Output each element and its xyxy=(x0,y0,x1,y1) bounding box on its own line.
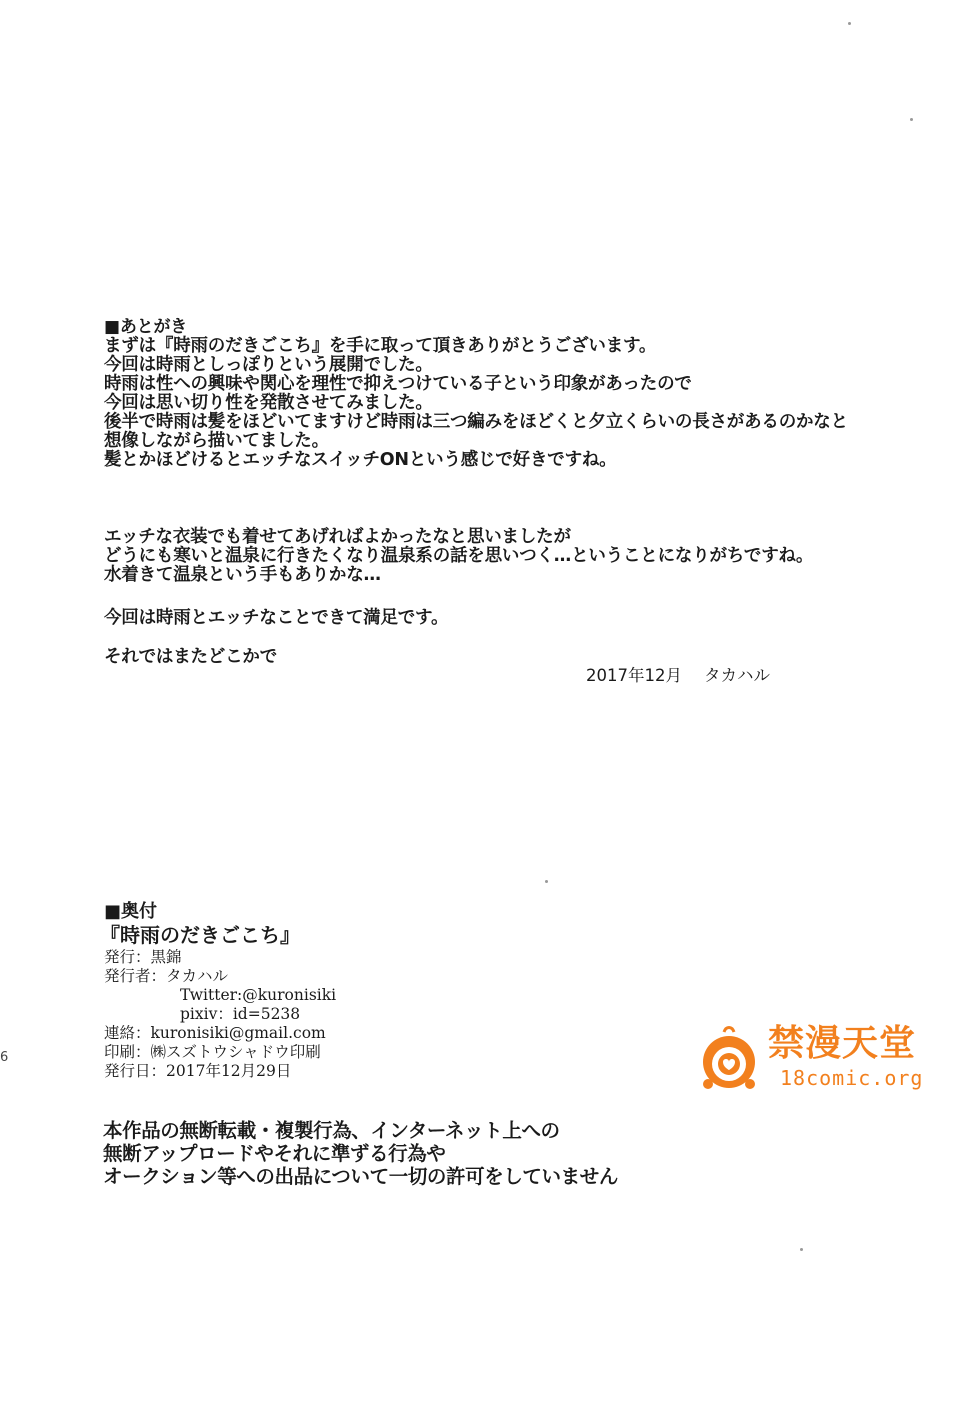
scan-speck xyxy=(545,880,548,883)
afterword-line: 水着きて温泉という手もありかな… xyxy=(104,565,381,585)
watermark-domain: 18comic.org xyxy=(780,1066,924,1090)
colophon-section xyxy=(100,901,337,1081)
colophon-title: 『時雨のだきごこち』 xyxy=(100,923,300,947)
afterword-line: エッチな衣装でも着せてあげればよかったなと思いましたが xyxy=(104,527,571,547)
afterword-line: どうにも寒いと温泉に行きたくなり温泉系の話を思いつく…ということになりがちですね。 xyxy=(104,546,814,566)
afterword-line: 髪とかほどけるとエッチなスイッチONという感じで好きですね。 xyxy=(104,450,617,470)
afterword-section xyxy=(104,318,848,470)
signature-date: 2017年12月 xyxy=(586,666,682,685)
colophon-heading: ■奥付 xyxy=(104,901,158,922)
notice-line: オークション等への出品について一切の許可をしていません xyxy=(103,1165,618,1188)
afterword-satisfied xyxy=(104,609,448,628)
afterword-line: 今回は時雨としっぽりという展開でした。 xyxy=(104,355,433,375)
colophon-pixiv: pixiv：id=5238 xyxy=(180,1005,301,1023)
watermark xyxy=(696,1006,936,1098)
scan-speck xyxy=(910,118,913,121)
orange-mascot-logo-icon xyxy=(696,1026,762,1092)
signature-name: タカハル xyxy=(704,666,770,685)
signature xyxy=(586,666,770,686)
scan-speck xyxy=(848,22,851,25)
colophon-contact: 連絡：kuronisiki@gmail.com xyxy=(104,1024,326,1042)
colophon-date: 発行日：2017年12月29日 xyxy=(104,1062,292,1080)
afterword-line: 今回は思い切り性を発散させてみました。 xyxy=(104,393,433,413)
notice-line: 本作品の無断転載・複製行為、インターネット上への xyxy=(103,1119,560,1142)
afterword-line: 後半で時雨は髪をほどいてますけど時雨は三つ編みをほどくと夕立くらいの長さがあるのかなと xyxy=(104,412,848,432)
afterword-line: 今回は時雨とエッチなことできて満足です。 xyxy=(104,608,449,628)
scan-speck xyxy=(800,1248,803,1251)
colophon-printer: 印刷：㈱スズトウシャドウ印刷 xyxy=(104,1043,321,1061)
afterword-line: 時雨は性への興味や関心を理性で抑えつけている子という印象があったので xyxy=(104,374,692,394)
colophon-publisher: 発行：黒錦 xyxy=(104,948,182,966)
afterword-line: 想像しながら描いてました。 xyxy=(104,431,329,451)
copyright-notice xyxy=(103,1119,618,1188)
notice-line: 無断アップロードやそれに準ずる行為や xyxy=(103,1142,446,1165)
afterword-farewell xyxy=(104,648,277,667)
afterword-line: まずは『時雨のだきごこち』を手に取って頂きありがとうございます。 xyxy=(104,336,657,356)
afterword-heading: ■あとがき xyxy=(104,317,188,337)
watermark-title: 禁漫天堂 xyxy=(768,1023,917,1064)
colophon-twitter: Twitter:@kuronisiki xyxy=(180,986,337,1004)
afterword-line: それではまたどこかで xyxy=(104,647,277,667)
afterword-paragraph-2 xyxy=(104,528,813,585)
colophon-author: 発行者：タカハル xyxy=(104,967,229,985)
page-number: 6 xyxy=(0,1050,9,1065)
